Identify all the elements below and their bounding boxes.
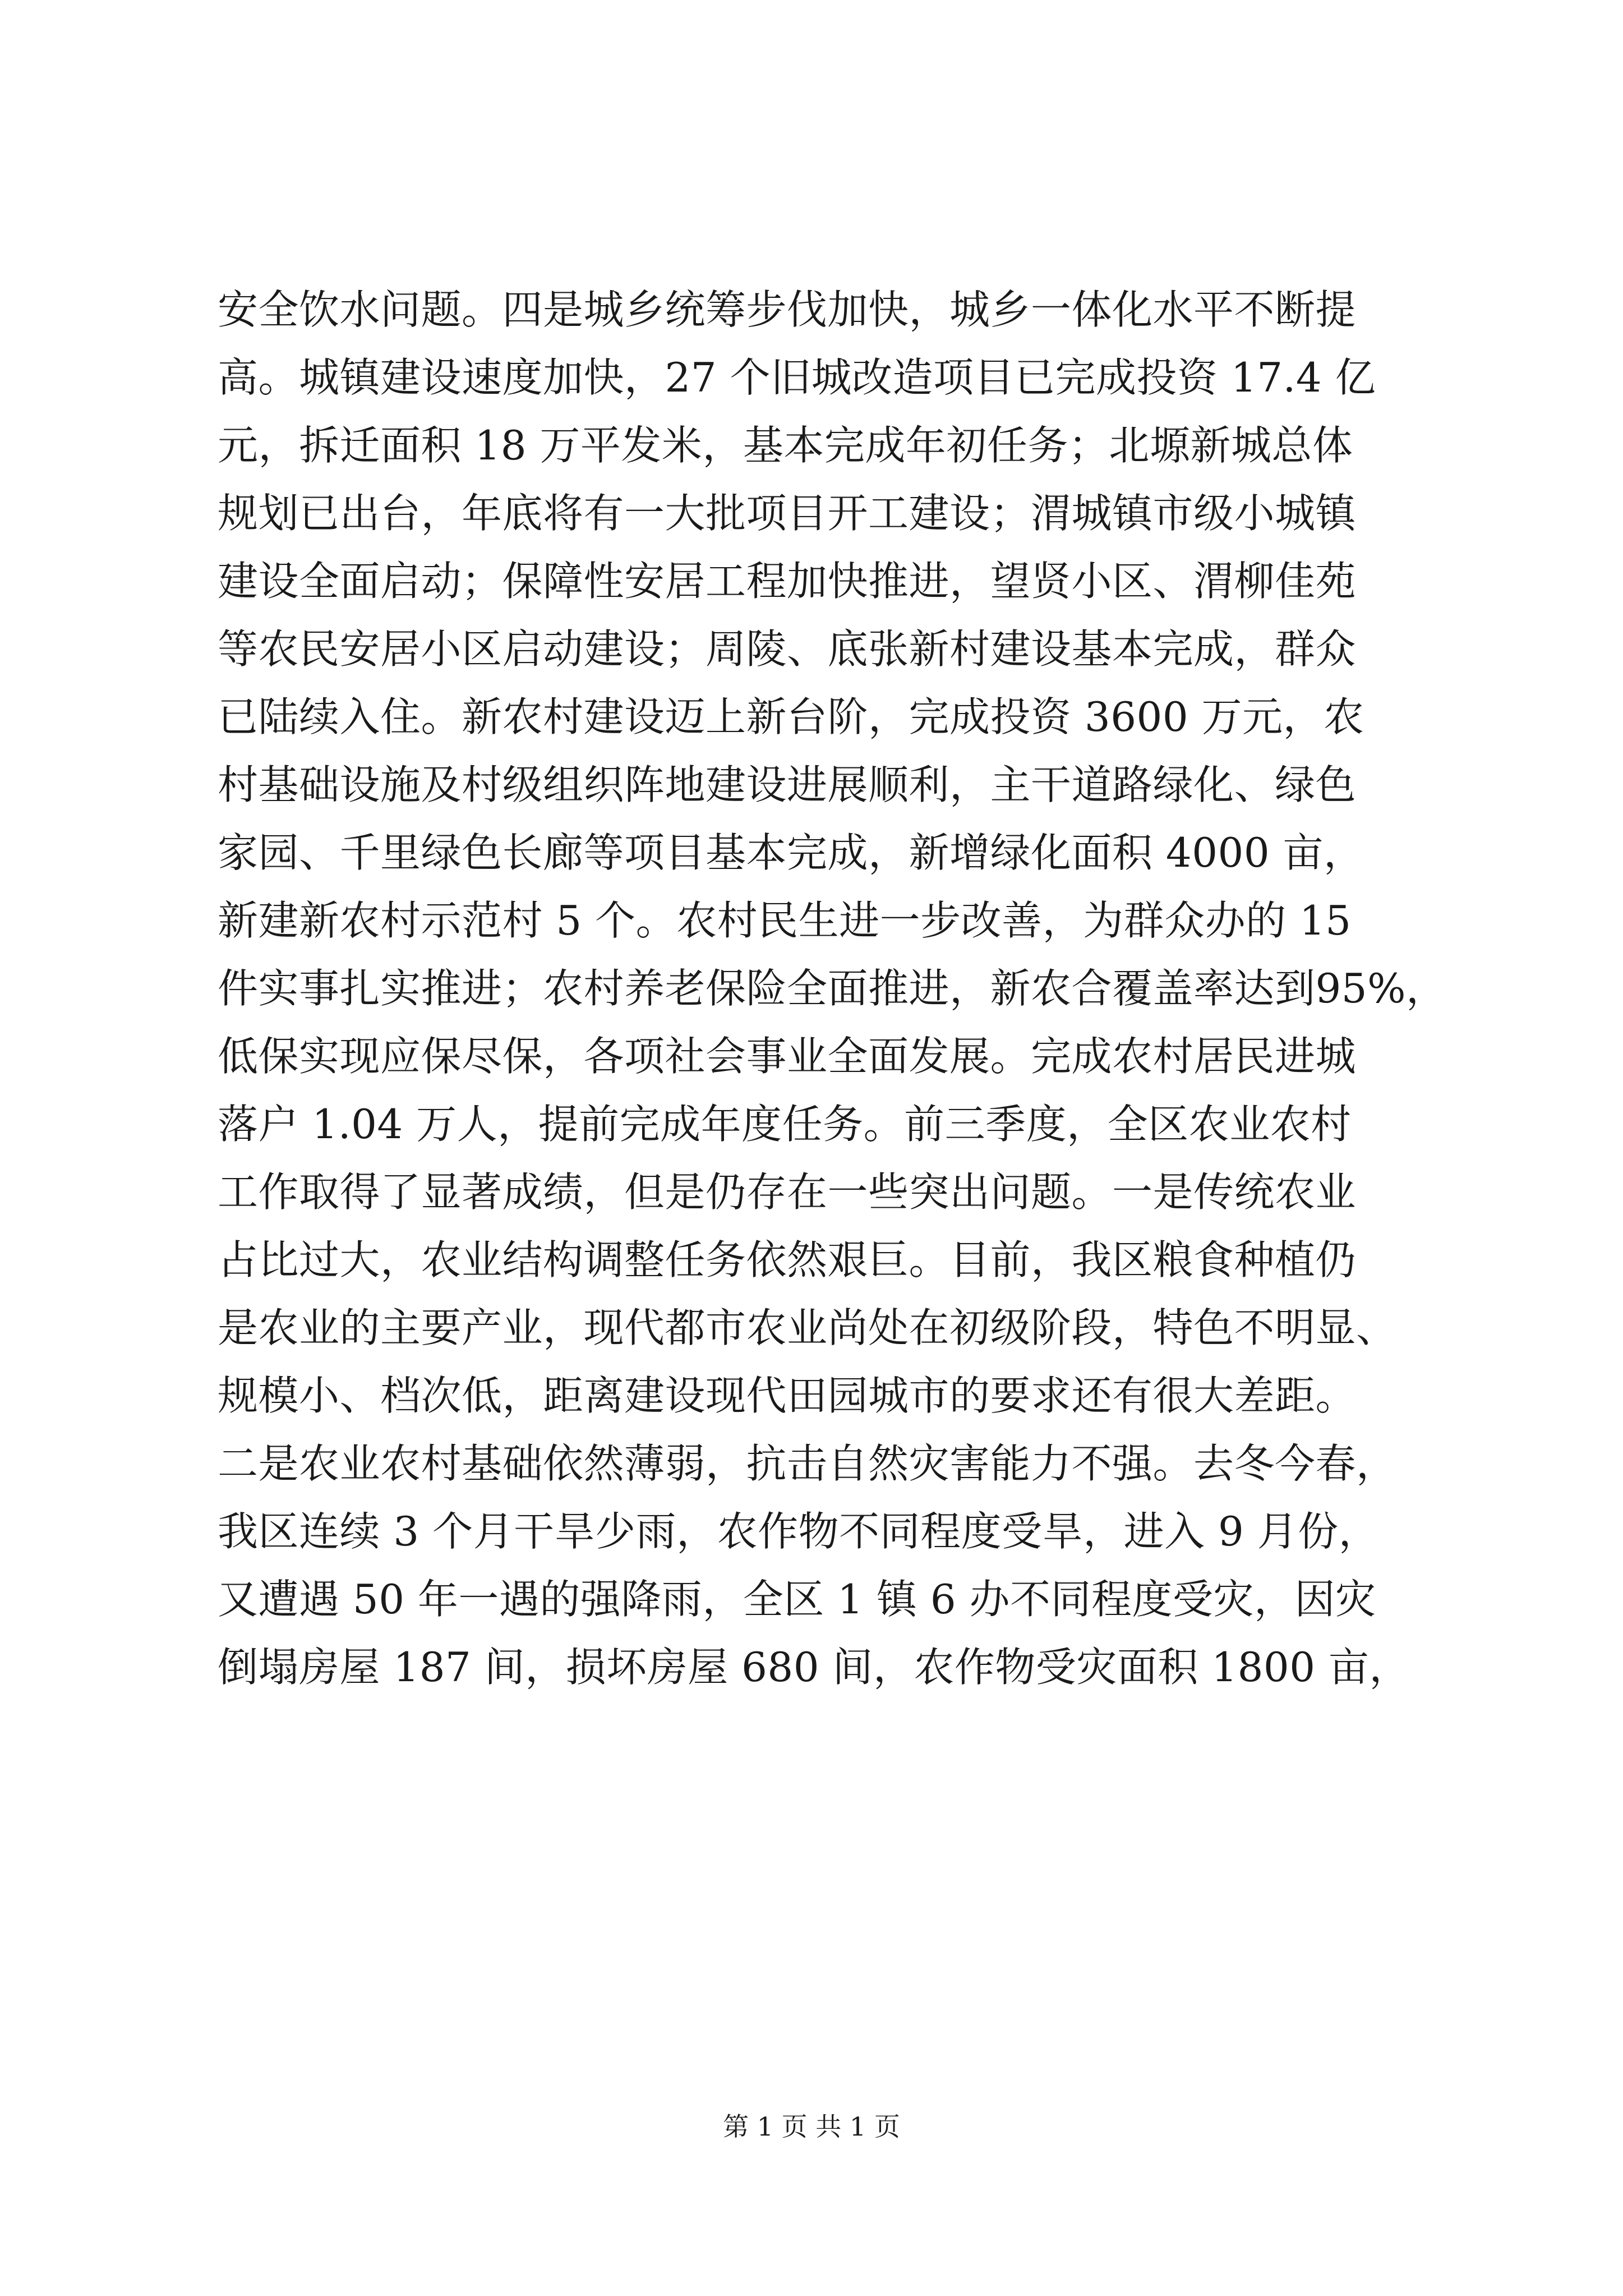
- text-line: 新建新农村示范村 5 个。农村民生进一步改善，为群众办的 15: [218, 897, 1352, 944]
- text-line: 村基础设施及村级组织阵地建设进展顺利，主干道路绿化、绿色: [218, 761, 1357, 808]
- body-text: [218, 276, 1447, 1701]
- text-line: 规模小、档次低，距离建设现代田园城市的要求还有很大差距。: [218, 1372, 1357, 1419]
- text-line: 建设全面启动；保障性安居工程加快推进，望贤小区、渭柳佳苑: [218, 558, 1357, 605]
- text-line: 等农民安居小区启动建设；周陵、底张新村建设基本完成，群众: [218, 625, 1357, 673]
- text-line: 规划已出台，年底将有一大批项目开工建设；渭城镇市级小城镇: [218, 490, 1357, 537]
- text-line: 落户 1.04 万人，提前完成年度任务。前三季度，全区农业农村: [218, 1101, 1352, 1148]
- text-line: 高。城镇建设速度加快，27 个旧城改造项目已完成投资 17.4 亿: [218, 354, 1376, 401]
- text-line: 家园、千里绿色长廊等项目基本完成，新增绿化面积 4000 亩，: [218, 829, 1364, 876]
- text-line: 安全饮水问题。四是城乡统筹步伐加快，城乡一体化水平不断提: [218, 286, 1357, 333]
- text-line: 占比过大，农业结构调整任务依然艰巨。目前，我区粮食种植仍: [218, 1236, 1357, 1283]
- text-line: 工作取得了显著成绩，但是仍存在一些突出问题。一是传统农业: [218, 1168, 1357, 1216]
- text-line: 二是农业农村基础依然薄弱，抗击自然灾害能力不强。去冬今春，: [218, 1440, 1397, 1487]
- text-line: 是农业的主要产业，现代都市农业尚处在初级阶段，特色不明显、: [218, 1304, 1397, 1351]
- text-line: 已陆续入住。新农村建设迈上新台阶，完成投资 3600 万元，农: [218, 693, 1364, 740]
- text-line: 件实事扎实推进；农村养老保险全面推进，新农合覆盖率达到95%，: [218, 965, 1447, 1012]
- text-line: 又遭遇 50 年一遇的强降雨，全区 1 镇 6 办不同程度受灾，因灾: [218, 1576, 1376, 1623]
- page-footer: 第 1 页 共 1 页: [723, 2111, 900, 2142]
- text-line: 低保实现应保尽保，各项社会事业全面发展。完成农村居民进城: [218, 1033, 1357, 1080]
- text-line: 元，拆迁面积 18 万平发米，基本完成年初任务；北塬新城总体: [218, 422, 1353, 469]
- text-line: 我区连续 3 个月干旱少雨，农作物不同程度受旱，进入 9 月份，: [218, 1508, 1380, 1555]
- text-line: 倒塌房屋 187 间，损坏房屋 680 间，农作物受灾面积 1800 亩，: [218, 1644, 1410, 1691]
